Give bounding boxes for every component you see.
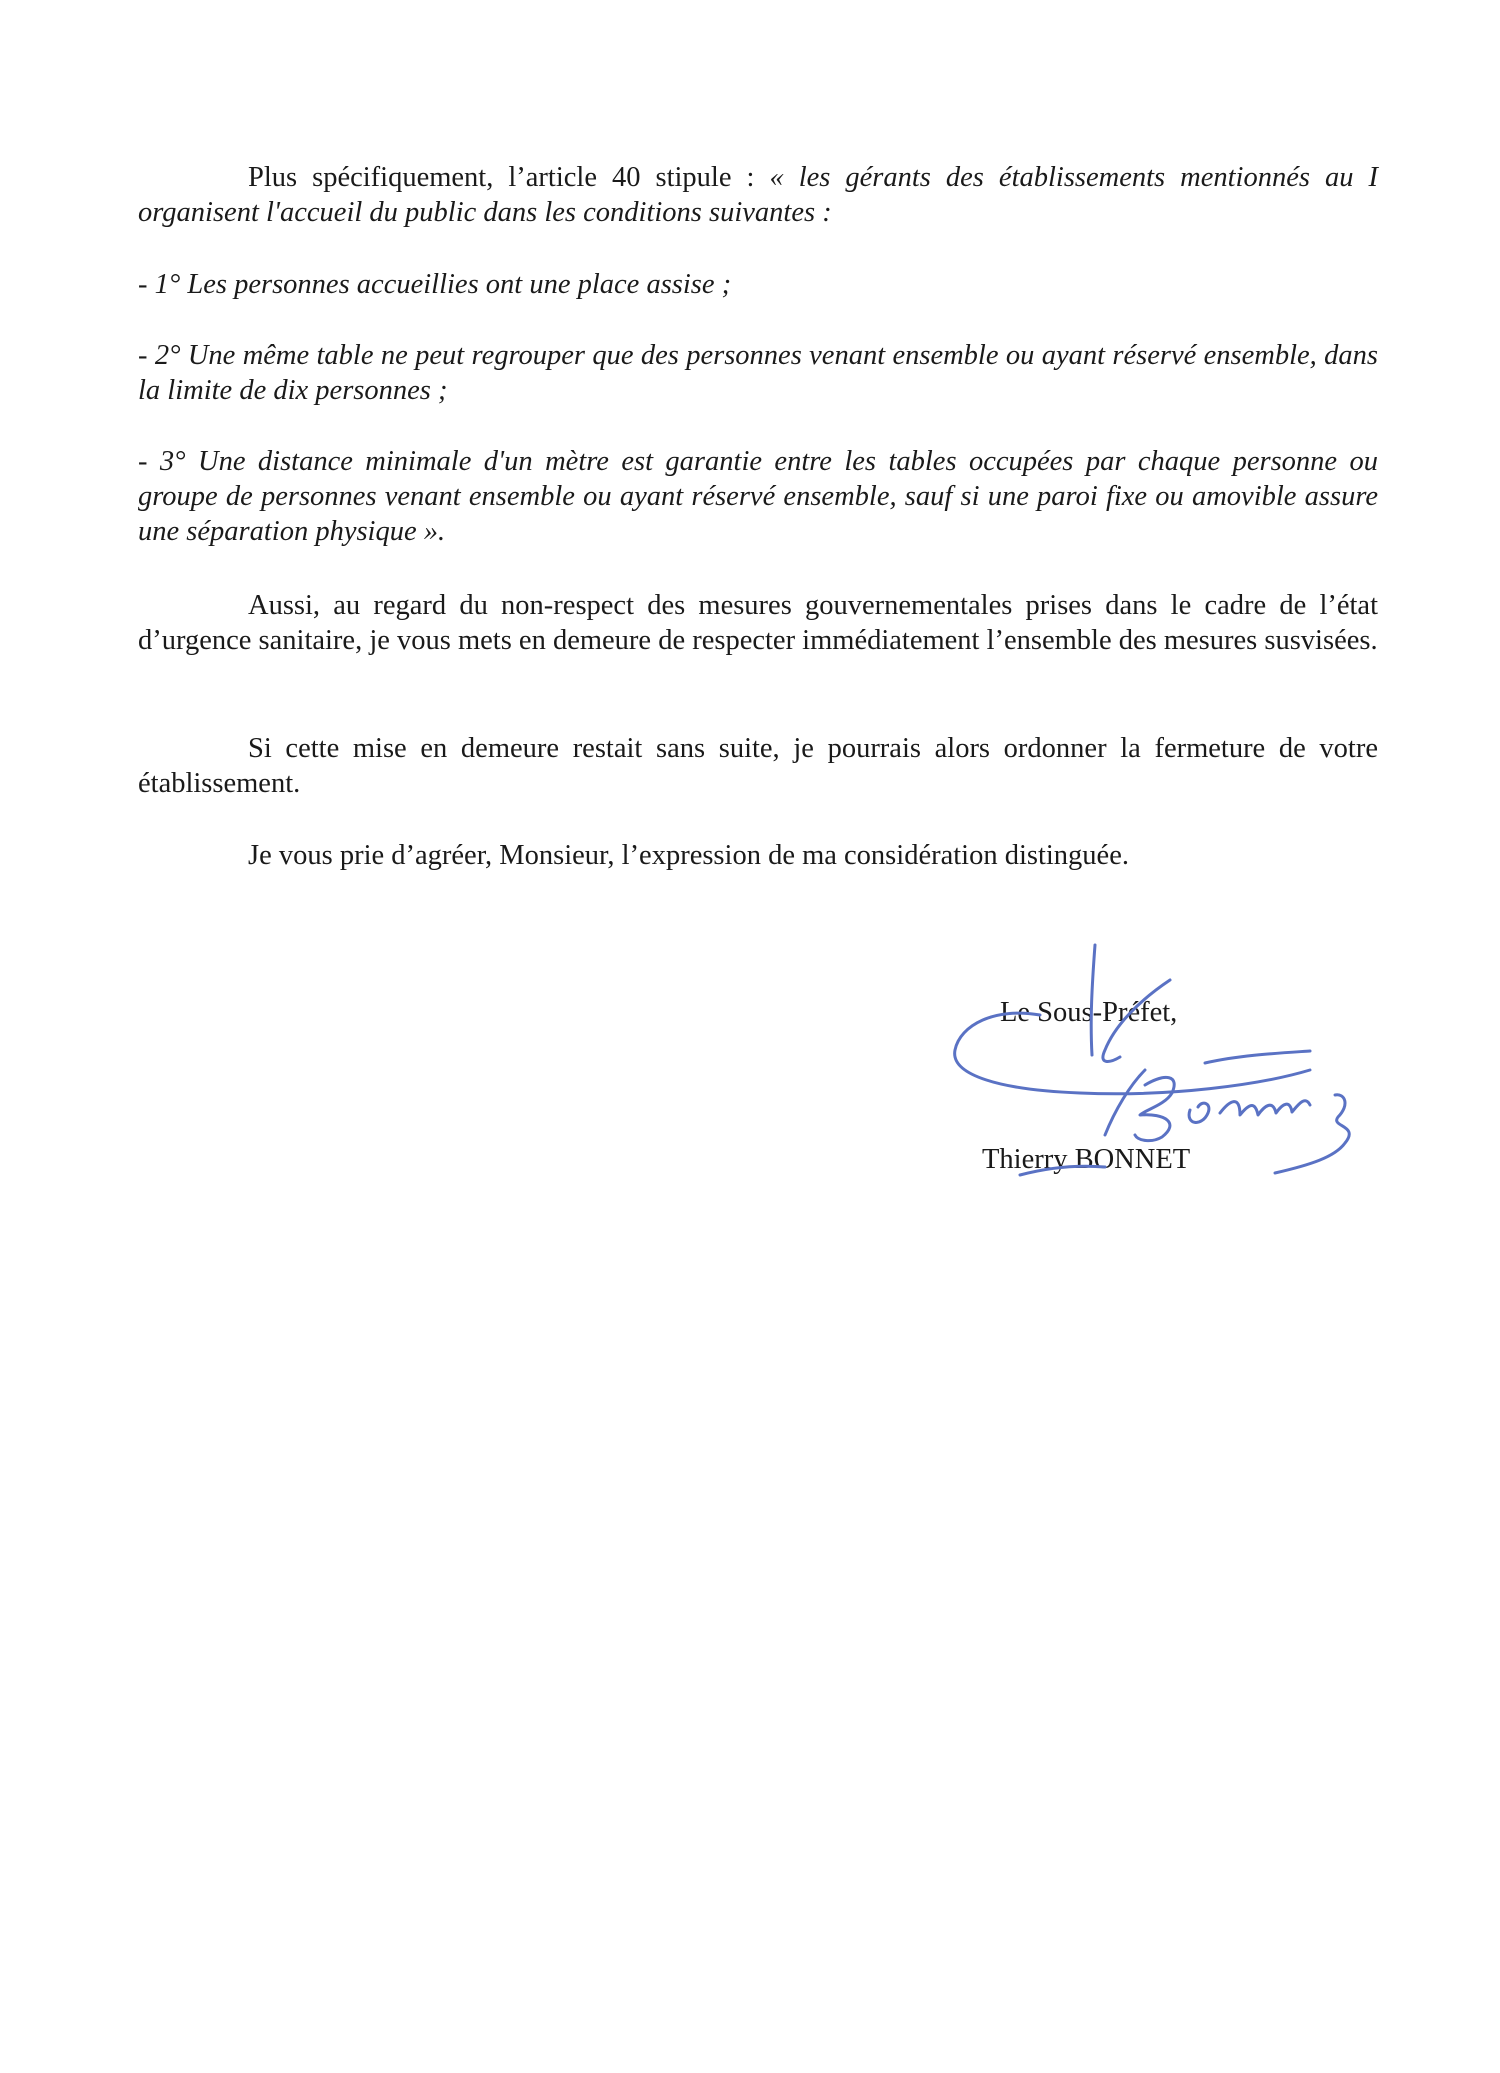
signatory-name: Thierry BONNET xyxy=(982,1144,1191,1175)
paragraph-article-40-quote: « les gérants des établissements mentionnés au I organisent l'accueil du public dans les conditions suivantes : xyxy=(138,162,1378,228)
list-item-2: - 2° Une même table ne peut regrouper que des personnes venant ensemble ou ayant réservé ensemble, dans la limite de dix personnes ; xyxy=(138,340,1378,406)
list-item-1: - 1° Les personnes accueillies ont une place assise ; xyxy=(138,269,732,300)
list-item-3: - 3° Une distance minimale d'un mètre est garantie entre les tables occupées par chaque personne ou groupe de personnes venant ensemble ou ayant réservé ensemble, sauf si une paroi fixe ou amovible assure une séparation physique ». xyxy=(138,446,1378,547)
paragraph-article-40 xyxy=(138,160,1378,230)
paragraph-mise-en-demeure: Aussi, au regard du non-respect des mesures gouvernementales prises dans le cadre de l’état d’urgence sanitaire, je vous mets en demeure de respecter immédiatement l’ensemble des mesures susvisées. xyxy=(138,590,1378,656)
handwritten-signature xyxy=(940,945,1410,1175)
paragraph-article-40-intro: Plus spécifiquement, l’article 40 stipule : xyxy=(248,162,770,193)
paragraph-fermeture: Si cette mise en demeure restait sans suite, je pourrais alors ordonner la fermeture de votre établissement. xyxy=(138,733,1378,799)
signatory-title: Le Sous-Préfet, xyxy=(1000,997,1178,1028)
closing-formula: Je vous prie d’agréer, Monsieur, l’expression de ma considération distinguée. xyxy=(248,840,1129,871)
